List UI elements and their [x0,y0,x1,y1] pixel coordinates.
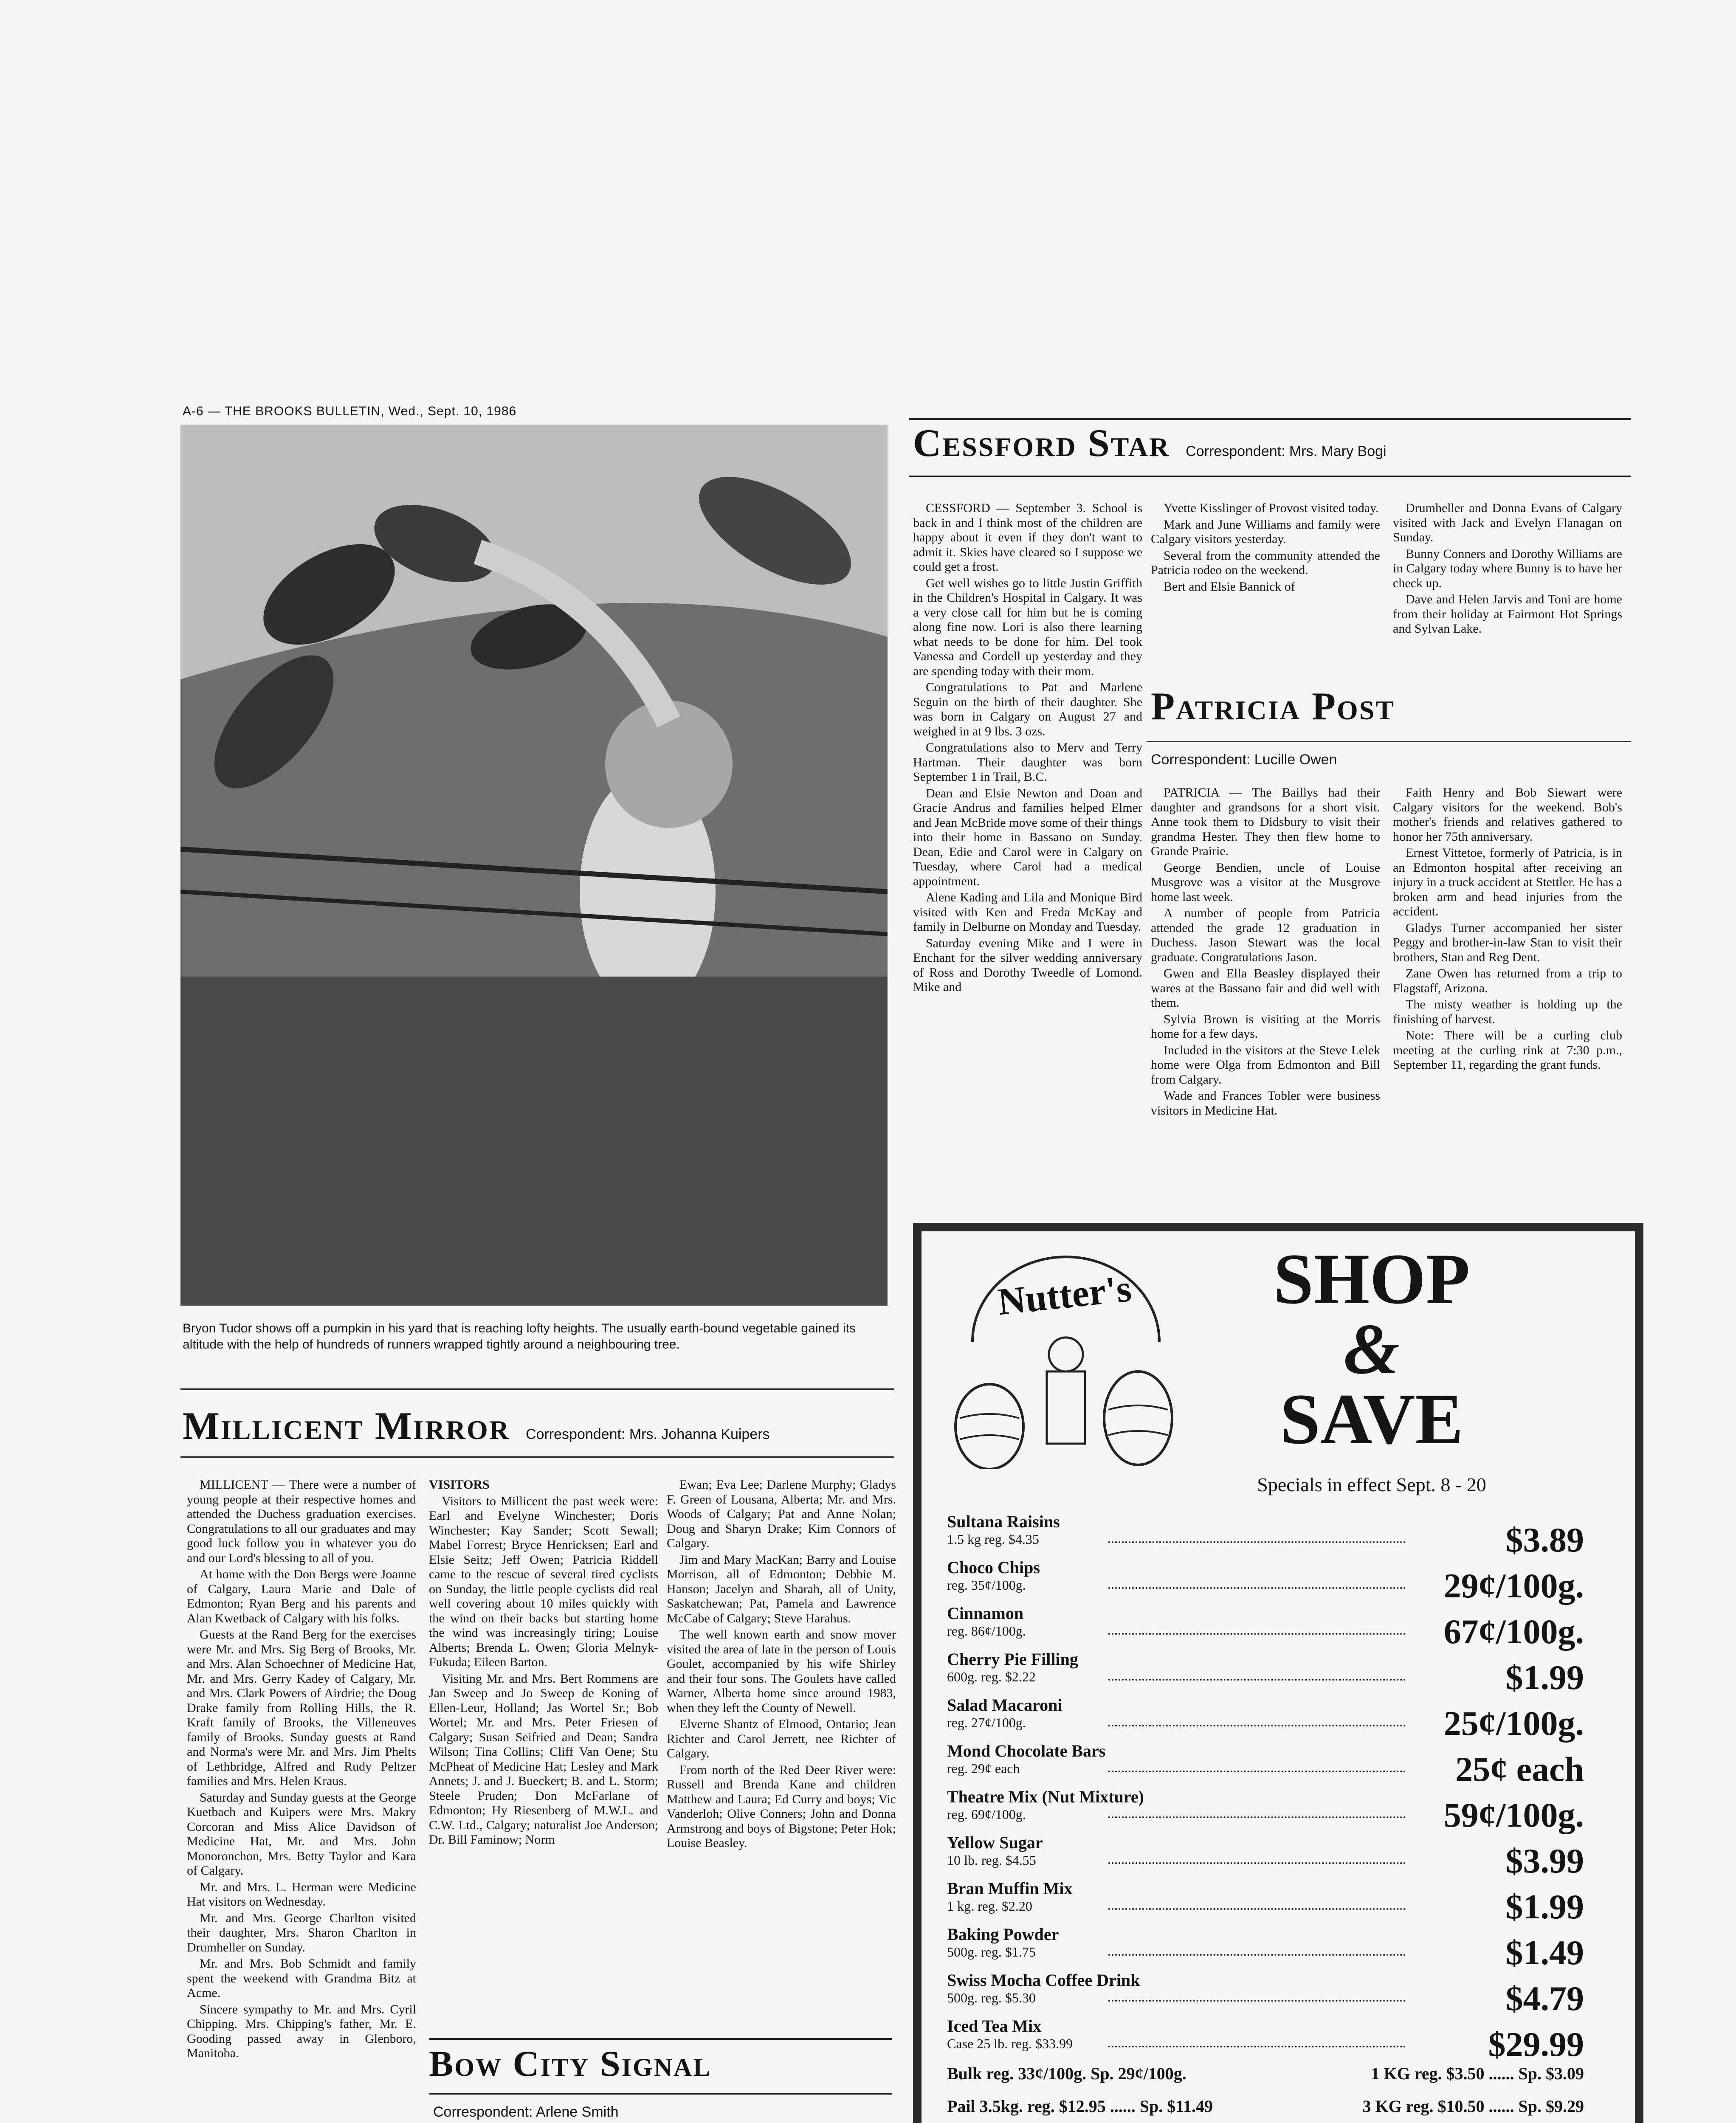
paragraph: Sincere sympathy to Mr. and Mrs. Cyril Chipping. Mrs. Chipping's father, Mr. E. Gooding passed away in Glenboro, Manitoba. [187,2002,416,2060]
paragraph: Zane Owen has returned from a trip to Flagstaff, Arizona. [1393,966,1622,995]
item-sale-price: 67¢/100g. [1443,1612,1584,1651]
millicent-title: Millicent Mirror [183,1404,510,1447]
item-sale-price: $3.99 [1505,1841,1584,1880]
item-name: Choco Chips [947,1558,1040,1577]
bowcity-correspondent: Correspondent: Arlene Smith [433,2104,619,2120]
paragraph: Dave and Helen Jarvis and Toni are home from their holiday at Fairmont Hot Springs and Sylvan Lake. [1393,592,1622,636]
item-name: Cinnamon [947,1604,1024,1623]
cessford-column-1 [913,501,1142,997]
leader-dots [1108,1816,1406,1818]
paragraph: MILLICENT — There were a number of young people at their respective homes and attended the Duchess graduation exercises. Congratulations to all our graduates and may good luck follow you in whatever you do and our Lord's blessing to all of you. [187,1478,416,1565]
paragraph: Elverne Shantz of Elmood, Ontario; Jean Richter and Carol Jerrett, nee Richter of Calgary. [667,1717,896,1760]
item-sale-price: $29.99 [1488,2025,1584,2064]
leader-dots [1108,1679,1406,1681]
millicent-masthead [183,1403,896,1448]
ad-headline [1244,1239,1499,1459]
list-item [947,1649,1584,1695]
paragraph: Mr. and Mrs. George Charlton visited their daughter, Mrs. Sharon Charlton in Drumheller on Sunday. [187,1911,416,1954]
paragraph: PATRICIA — The Baillys had their daughter and grandsons for a short visit. Anne took them to Didsbury to visit their grandma Hester. They then flew home to Grande Prairie. [1151,786,1380,858]
item-name: Sultana Raisins [947,1512,1060,1531]
cessford-masthead [913,420,1635,465]
item-regular-price: reg. 27¢/100g. [947,1715,1026,1730]
paragraph: Wade and Frances Tobler were business visitors in Medicine Hat. [1151,1089,1380,1118]
paragraph: Bert and Elsie Bannick of [1164,579,1295,594]
paragraph: A number of people from Patricia attended the grade 12 graduation in Duchess. Jason Stewart was the local graduate. Congratulations Jason. [1151,906,1380,964]
paragraph: Saturday evening Mike and I were in Enchant for the silver wedding anniversary of Ross and Dorothy Tweedle of Lomond. Mike and [913,936,1142,994]
item-sale-price: 25¢ each [1455,1750,1584,1788]
patricia-column-1 [1151,786,1380,1120]
news-photo [180,425,888,1306]
item-regular-price: reg. 69¢/100g. [947,1807,1026,1822]
item-sale-price: $1.49 [1505,1933,1584,1972]
nutters-advertisement [913,1223,1643,2123]
list-item [947,1787,1584,1833]
millicent-column-1 [187,1478,416,2063]
paragraph: Mr. and Mrs. Bob Schmidt and family spent the weekend with Grandma Bitz at Acme. [187,1957,416,2000]
item-regular-price: Case 25 lb. reg. $33.99 [947,2036,1073,2051]
paragraph: Visitors to Millicent the past week were: Earl and Evelyne Winchester; Doris Winchester; Kay Sander; Scott Sewall; Mabel Forrest; Bryce Henricksen; Earl and Elsie Seitz; Jeff Owen; Patricia Riddell came to the rescue of several tired cyclists on Sunday, the little people cyclists did real well covering about 10 miles quickly with the wind on their backs but starting home the wind was increasingly tiring; Louise Alberts; Brenda L. Owen; Gloria Melnyk-Fukuda; Eileen Barton. [429,1494,658,1669]
item-sale-price: $1.99 [1505,1658,1584,1697]
section-rule [429,2038,892,2040]
bowcity-title: Bow City Signal [429,2043,712,2084]
item-sale-price: $4.79 [1505,1979,1584,2018]
leader-dots [1108,1771,1406,1772]
paragraph: Saturday and Sunday guests at the George Kuetbach and Kuipers were Mrs. Makry Corcoran and Miss Alice Davidson of Medicine Hat, Mr. and Mrs. John Monoronchon, Mrs. Betty Taylor and Kara of Calgary. [187,1790,416,1878]
store-name: Nutter's [996,1267,1133,1323]
paragraph: Mark and June Williams and family were Calgary visitors yesterday. [1151,517,1380,546]
pail-3kg-price: 3 KG reg. $10.50 ...... Sp. $9.29 [1362,2097,1584,2116]
paragraph: Jim and Mary MacKan; Barry and Louise Morrison, all of Edmonton; Debbie M. Hanson; Jacelyn and Sharah, all of Unity, Saskatchewan; Pat, Pamela and Lawrence McCabe of Calgary; Steve Harahus. [667,1552,896,1625]
list-item [947,1557,1584,1603]
headline-shop: SHOP [1273,1239,1470,1319]
paragraph: Alene Kading and Lila and Monique Bird visited with Ken and Freda McKay and family in Delburne on Monday and Tuesday. [913,890,1142,934]
patricia-correspondent: Correspondent: Lucille Owen [1151,752,1337,768]
cessford-correspondent: Correspondent: Mrs. Mary Bogi [1186,443,1387,459]
paragraph: Yvette Kisslinger of Provost visited today. [1164,501,1379,515]
paragraph: CESSFORD — September 3. School is back in and I think most of the children are happy about it even if they don't want to admit it. Skies have cleared so I suppose we could get a frost. [913,501,1142,574]
leader-dots [1108,1862,1406,1864]
list-item [947,1833,1584,1878]
item-name: Salad Macaroni [947,1695,1062,1715]
list-item [947,2016,1584,2062]
patricia-column-2 [1393,786,1622,1074]
section-rule [180,1388,894,1390]
leader-dots [1108,1541,1406,1543]
leader-dots [1108,1954,1406,1956]
paragraph: The well known earth and snow mover visited the area of late in the person of Louis Goulet, accompanied by his wife Shirley and their four sons. The Goulets have called Warner, Alberta home since around 1983, when they left the County of Newell. [667,1627,896,1715]
paragraph: Gladys Turner accompanied her sister Peggy and brother-in-law Stan to visit their brothers, Stan and Reg Dent. [1393,921,1622,964]
item-regular-price: reg. 29¢ each [947,1761,1020,1776]
pail-price: Pail 3.5kg. reg. $12.95 ...... Sp. $11.49 [947,2097,1213,2116]
item-regular-price: 500g. reg. $5.30 [947,1990,1036,2005]
ad-footer [947,2064,1584,2123]
paragraph: Faith Henry and Bob Siewart were Calgary visitors for the weekend. Bob's mother's friends and relatives gathered to honor her 75th anniversary. [1393,786,1622,844]
paragraph: Ewan; Eva Lee; Darlene Murphy; Gladys F. Green of Lousana, Alberta; Mr. and Mrs. Woods of Calgary; Pat and Anne Nolan; Doug and Sharyn Drake; Kim Connors of Calgary. [667,1478,896,1550]
paragraph: Mr. and Mrs. L. Herman were Medicine Hat visitors on Wednesday. [187,1880,416,1909]
item-regular-price: reg. 35¢/100g. [947,1577,1026,1593]
section-rule [1147,741,1631,742]
paragraph: Note: There will be a curling club meeting at the curling rink at 7:30 p.m., September 11, regarding the grant funds. [1393,1028,1622,1072]
list-item [947,1512,1584,1557]
item-name: Iced Tea Mix [947,2016,1042,2036]
paragraph: Guests at the Rand Berg for the exercises were Mr. and Mrs. Sig Berg of Brooks, Mr. and Mrs. Alan Schoechner of Medicine Hat, Mr. and Mrs. Gerry Kadey of Calgary, Mr. and Mrs. Clark Powers of Airdrie; the Doug Drake family from Rolling Hills, the R. Kraft family of Brooks, the Villeneuves family of Brooks. Sunday guests at Rand and Norma's were Mr. and Mrs. Jim Phelts of Lethbridge, Alfred and Rudy Peltzer families and Mrs. Helen Kraus. [187,1627,416,1788]
item-sale-price: $1.99 [1505,1887,1584,1926]
millicent-column-3 [667,1478,896,1853]
item-name: Mond Chocolate Bars [947,1741,1106,1760]
section-rule [429,2093,892,2095]
bulk-1kg-price: 1 KG reg. $3.50 ...... Sp. $3.09 [1371,2064,1584,2083]
leader-dots [1108,1633,1406,1635]
bowcity-masthead [429,2042,711,2085]
list-item [947,1741,1584,1787]
list-item [947,1878,1584,1924]
item-regular-price: 10 lb. reg. $4.55 [947,1853,1036,1868]
item-name: Cherry Pie Filling [947,1650,1078,1669]
item-regular-price: 500g. reg. $1.75 [947,1944,1036,1960]
paragraph: Dean and Elsie Newton and Doan and Gracie Andrus and families helped Elmer and Jean McBride move some of their things into their home in Bassano on Sunday. Dean, Edie and Carol were in Calgary on Tuesday, where Carol had a medical appointment. [913,786,1142,888]
paragraph: Drumheller and Donna Evans of Calgary visited with Jack and Evelyn Flanagan on Sunday. [1393,501,1622,544]
section-rule [909,418,1631,420]
list-item [947,1603,1584,1649]
millicent-correspondent: Correspondent: Mrs. Johanna Kuipers [526,1426,770,1442]
photo-caption: Bryon Tudor shows off a pumpkin in his yard that is reaching lofty heights. The usually earth-bound vegetable gained its altitude with the help of hundreds of runners wrapped tightly around a neighbouring tree. [183,1321,856,1352]
millicent-column-2 [429,1478,658,1849]
headline-save: SAVE [1280,1379,1463,1459]
paragraph: George Bendien, uncle of Louise Musgrove was a visitor at the Musgrove home last week. [1151,860,1380,904]
leader-dots [1108,1725,1406,1726]
paragraph: Congratulations also to Merv and Terry Hartman. Their daughter was born September 1 in Trail, B.C. [913,741,1142,784]
item-name: Swiss Mocha Coffee Drink [947,1971,1140,1990]
list-item [947,1970,1584,2016]
paragraph: Sylvia Brown is visiting at the Morris home for a few days. [1151,1012,1380,1041]
item-regular-price: reg. 86¢/100g. [947,1623,1026,1639]
paragraph: Get well wishes go to little Justin Griffith in the Children's Hospital in Calgary. It was a very close call for him but he is coming along fine now. Lori is also there learning what needs to be done for him. Del took Vanessa and Cordell up yesterday and they are spending today with their mom. [913,576,1142,678]
cessford-title: Cessford Star [913,421,1170,465]
patricia-title: Patricia Post [1151,684,1395,728]
list-item [947,1924,1584,1970]
subhead-visitors: VISITORS [429,1478,490,1492]
item-regular-price: 1.5 kg reg. $4.35 [947,1532,1039,1547]
patricia-masthead [1151,684,1631,729]
item-name: Yellow Sugar [947,1833,1043,1852]
paragraph: Bunny Conners and Dorothy Williams are in Calgary today where Bunny is to have her check up. [1393,546,1622,590]
section-rule [180,1456,894,1458]
leader-dots [1108,1587,1406,1589]
specials-dates: Specials in effect Sept. 8 - 20 [1257,1474,1486,1495]
paragraph: From north of the Red Deer River were: Russell and Brenda Kane and children Matthew and Laura; Ed Curry and boys; Vic Vanderloh; Olive Conners; John and Donna Armstrong and boys of Bigstone; Peter Hok; Louise Beasley. [667,1763,896,1850]
nutters-logo [938,1248,1193,1469]
cessford-column-3 [1393,501,1622,638]
paragraph: Ernest Vittetoe, formerly of Patricia, is in an Edmonton hospital after receiving an injury in a truck accident at Stettler. He has a broken arm and head injuries from the accident. [1393,846,1622,918]
leader-dots [1108,2000,1406,2002]
paragraph: Several from the community attended the Patricia rodeo on the weekend. [1151,548,1380,577]
item-sale-price: $3.89 [1505,1520,1584,1559]
item-regular-price: 1 kg. reg. $2.20 [947,1898,1032,1914]
paragraph: Included in the visitors at the Steve Lelek home were Olga from Edmonton and Bill from Calgary. [1151,1043,1380,1087]
item-regular-price: 600g. reg. $2.22 [947,1669,1036,1684]
bulk-price: Bulk reg. 33¢/100g. Sp. 29¢/100g. [947,2064,1186,2083]
headline-ampersand: & [1343,1309,1400,1389]
item-sale-price: 25¢/100g. [1443,1704,1584,1743]
paragraph: Congratulations to Pat and Marlene Seguin on the birth of their daughter. She was born in Calgary on August 27 and weighed in at 9 lbs. 3 ozs. [913,680,1142,738]
paragraph: Visiting Mr. and Mrs. Bert Rommens are Jan Sweep and Jo Sweep de Koning of Ellen-Leur, Holland; Jas Wortel Sr.; Bob Wortel; Mr. and Mrs. Peter Friesen of Calgary; Susan Seifried and Dean; Sandra Wilson; Tina Collins; Cliff Van Oene; Stu McPheat of Medicine Hat; Lesley and Mark Annets; J. and J. Bueckert; B. and L. Storm; Steele Pruden; Don McFarlane of Edmonton; Hy Riesenberg of M.W.L. and C.W. Ltd., Calgary; naturalist Joe Anderson; Dr. Bill Faminow; Norm [429,1671,658,1847]
paragraph: Gwen and Ella Beasley displayed their wares at the Bassano fair and did well with them. [1151,966,1380,1010]
leader-dots [1108,1908,1406,1910]
leader-dots [1108,2046,1406,2047]
item-sale-price: 29¢/100g. [1443,1566,1584,1605]
page-folio: A-6 — THE BROOKS BULLETIN, Wed., Sept. 10, 1986 [183,404,517,418]
item-name: Baking Powder [947,1925,1059,1944]
item-sale-price: 59¢/100g. [1443,1796,1584,1834]
list-item [947,1695,1584,1741]
section-rule [909,476,1631,477]
paragraph: The misty weather is holding up the finishing of harvest. [1393,997,1622,1026]
paragraph: At home with the Don Bergs were Joanne of Calgary, Laura Marie and Dale of Edmonton; Ryan Berg and his parents and Alan Kwetback of Calgary with his folks. [187,1567,416,1625]
cessford-column-2 [1151,501,1380,596]
item-name: Theatre Mix (Nut Mixture) [947,1787,1144,1806]
item-name: Bran Muffin Mix [947,1879,1073,1898]
specials-list [947,1512,1584,2062]
